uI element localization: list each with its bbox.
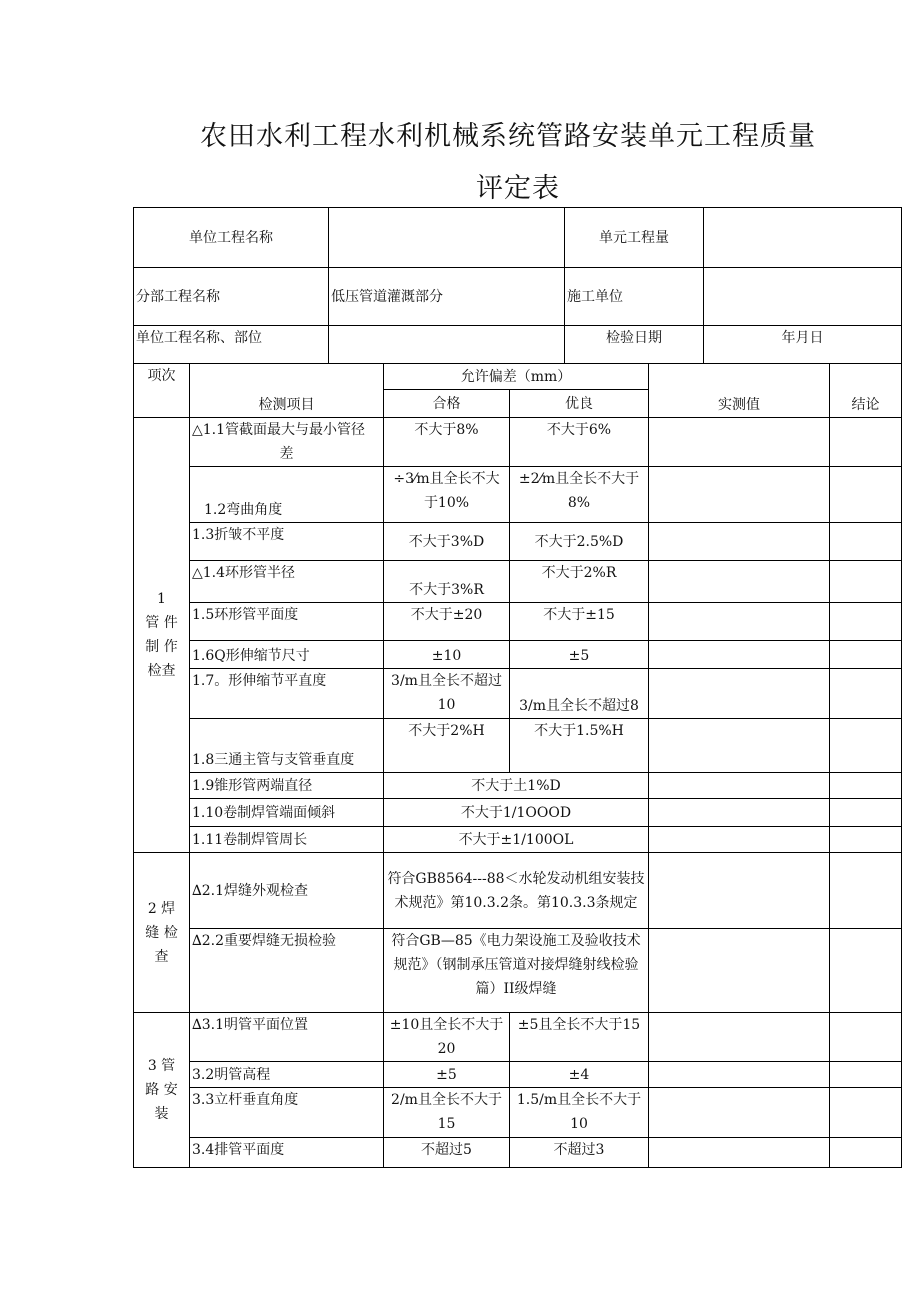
check-item-1-5: 1.5环形管平面度 bbox=[190, 603, 384, 641]
section-2-category: 2 焊 缝 检 查 bbox=[134, 853, 190, 1013]
qualified-3-1: ±10且全长不大于 20 bbox=[384, 1013, 510, 1062]
excellent-1-1: 不大于6% bbox=[510, 418, 649, 467]
measured-1-7[interactable] bbox=[649, 669, 830, 719]
requirement-1-11: 不大于±1/100OL bbox=[384, 827, 649, 853]
measured-1-2[interactable] bbox=[649, 467, 830, 523]
check-item-3-4: 3.4排管平面度 bbox=[190, 1138, 384, 1168]
check-item-1-7: 1.7。形伸缩节平直度 bbox=[190, 669, 384, 719]
qualified-1-6: ±10 bbox=[384, 641, 510, 669]
conclusion-2-2[interactable] bbox=[830, 929, 902, 1013]
measured-1-11[interactable] bbox=[649, 827, 830, 853]
col-allowed-deviation: 允许偏差（mm） bbox=[384, 364, 649, 390]
check-item-3-3: 3.3立杆垂直角度 bbox=[190, 1088, 384, 1138]
excellent-3-2: ±4 bbox=[510, 1062, 649, 1088]
unit-project-name-label: 单位工程名称 bbox=[134, 208, 329, 268]
conclusion-2-1[interactable] bbox=[830, 853, 902, 929]
excellent-1-6: ±5 bbox=[510, 641, 649, 669]
excellent-1-3: 不大于2.5%D bbox=[510, 523, 649, 561]
excellent-1-4: 不大于2%R bbox=[510, 561, 649, 603]
excellent-1-7: 3/m且全长不超过8 bbox=[510, 669, 649, 719]
check-item-1-8: 1.8三通主管与支管垂直度 bbox=[190, 719, 384, 773]
check-item-1-11: 1.11卷制焊管周长 bbox=[190, 827, 384, 853]
col-excellent: 优良 bbox=[510, 390, 649, 418]
conclusion-1-2[interactable] bbox=[830, 467, 902, 523]
measured-1-8[interactable] bbox=[649, 719, 830, 773]
conclusion-3-2[interactable] bbox=[830, 1062, 902, 1088]
qualified-1-2: ÷3⁄m且全长不大 于10% bbox=[384, 467, 510, 523]
check-item-1-6: 1.6Q形伸缩节尺寸 bbox=[190, 641, 384, 669]
qualified-1-5: 不大于±20 bbox=[384, 603, 510, 641]
measured-2-2[interactable] bbox=[649, 929, 830, 1013]
check-item-2-2: ∆2.2重要焊缝无损检验 bbox=[190, 929, 384, 1013]
measured-1-6[interactable] bbox=[649, 641, 830, 669]
check-item-1-10: 1.10卷制焊管端面倾斜 bbox=[190, 799, 384, 827]
requirement-1-10: 不大于1/1OOOD bbox=[384, 799, 649, 827]
excellent-3-1: ±5且全长不大于15 bbox=[510, 1013, 649, 1062]
excellent-3-4: 不超过3 bbox=[510, 1138, 649, 1168]
conclusion-1-5[interactable] bbox=[830, 603, 902, 641]
conclusion-3-1[interactable] bbox=[830, 1013, 902, 1062]
requirement-2-2: 符合GB—85《电力架设施工及验收技术规范》（钢制承压管道对接焊缝射线检验篇）II级焊缝 bbox=[384, 929, 649, 1013]
unit-quantity-label: 单元工程量 bbox=[565, 208, 704, 268]
requirement-2-1: 符合GB8564---88＜水轮发动机组安装技术规范》第10.3.2条。第10.3.3条规定 bbox=[384, 853, 649, 929]
excellent-1-2: ±2⁄m且全长不大于 8% bbox=[510, 467, 649, 523]
qualified-3-3: 2/m且全长不大于 15 bbox=[384, 1088, 510, 1138]
check-item-3-1: ∆3.1明管平面位置 bbox=[190, 1013, 384, 1062]
division-name-label: 分部工程名称 bbox=[134, 268, 329, 326]
check-item-3-2: 3.2明管高程 bbox=[190, 1062, 384, 1088]
conclusion-1-7[interactable] bbox=[830, 669, 902, 719]
construction-unit-label: 施工单位 bbox=[565, 268, 704, 326]
excellent-1-5: 不大于±15 bbox=[510, 603, 649, 641]
measured-3-3[interactable] bbox=[649, 1088, 830, 1138]
measured-3-4[interactable] bbox=[649, 1138, 830, 1168]
check-item-1-2: 1.2弯曲角度 bbox=[190, 467, 384, 523]
measured-2-1[interactable] bbox=[649, 853, 830, 929]
qualified-3-4: 不超过5 bbox=[384, 1138, 510, 1168]
col-item-no: 项次 bbox=[134, 364, 190, 418]
check-item-1-3: 1.3折皱不平度 bbox=[190, 523, 384, 561]
check-item-1-9: 1.9锥形管两端直径 bbox=[190, 773, 384, 799]
measured-3-2[interactable] bbox=[649, 1062, 830, 1088]
qualified-1-4: 不大于3%R bbox=[384, 561, 510, 603]
form-title-line2: 评定表 bbox=[476, 173, 560, 204]
requirement-1-9: 不大于土1%D bbox=[384, 773, 649, 799]
conclusion-1-11[interactable] bbox=[830, 827, 902, 853]
col-qualified: 合格 bbox=[384, 390, 510, 418]
qualified-3-2: ±5 bbox=[384, 1062, 510, 1088]
measured-1-4[interactable] bbox=[649, 561, 830, 603]
section-3-category: 3 管 路 安 装 bbox=[134, 1013, 190, 1168]
measured-1-9[interactable] bbox=[649, 773, 830, 799]
conclusion-1-1[interactable] bbox=[830, 418, 902, 467]
conclusion-1-4[interactable] bbox=[830, 561, 902, 603]
inspection-date-field[interactable]: 年月日 bbox=[704, 326, 902, 364]
conclusion-1-3[interactable] bbox=[830, 523, 902, 561]
measured-1-1[interactable] bbox=[649, 418, 830, 467]
qualified-1-8: 不大于2%H bbox=[384, 719, 510, 773]
conclusion-1-6[interactable] bbox=[830, 641, 902, 669]
unit-quantity-field[interactable] bbox=[704, 208, 902, 268]
conclusion-3-4[interactable] bbox=[830, 1138, 902, 1168]
check-item-2-1: ∆2.1焊缝外观检查 bbox=[190, 853, 384, 929]
measured-3-1[interactable] bbox=[649, 1013, 830, 1062]
conclusion-3-3[interactable] bbox=[830, 1088, 902, 1138]
construction-unit-field[interactable] bbox=[704, 268, 902, 326]
check-item-1-1: △1.1管截面最大与最小管径 差 bbox=[190, 418, 384, 467]
inspection-date-label: 检验日期 bbox=[565, 326, 704, 364]
col-check-item: 检测项目 bbox=[190, 364, 384, 418]
qualified-1-1: 不大于8% bbox=[384, 418, 510, 467]
col-conclusion: 结论 bbox=[830, 364, 902, 418]
unit-name-location-label: 单位工程名称、部位 bbox=[134, 326, 329, 364]
unit-name-location-field[interactable] bbox=[329, 326, 565, 364]
unit-project-name-field[interactable] bbox=[329, 208, 565, 268]
qualified-1-3: 不大于3%D bbox=[384, 523, 510, 561]
check-item-1-4: △1.4环形管半径 bbox=[190, 561, 384, 603]
col-measured: 实测值 bbox=[649, 364, 830, 418]
conclusion-1-10[interactable] bbox=[830, 799, 902, 827]
conclusion-1-9[interactable] bbox=[830, 773, 902, 799]
conclusion-1-8[interactable] bbox=[830, 719, 902, 773]
excellent-3-3: 1.5/m且全长不大于 10 bbox=[510, 1088, 649, 1138]
measured-1-10[interactable] bbox=[649, 799, 830, 827]
excellent-1-8: 不大于1.5%H bbox=[510, 719, 649, 773]
assessment-table bbox=[133, 363, 902, 1168]
measured-1-3[interactable] bbox=[649, 523, 830, 561]
section-1-category: 1 管 件 制 作 检查 bbox=[134, 418, 190, 853]
qualified-1-7: 3/m且全长不超过 10 bbox=[384, 669, 510, 719]
division-name-field[interactable]: 低压管道灌溉部分 bbox=[329, 268, 565, 326]
form-title-line1: 农田水利工程水利机械系统管路安装单元工程质量 bbox=[200, 121, 816, 152]
header-table bbox=[133, 207, 902, 364]
measured-1-5[interactable] bbox=[649, 603, 830, 641]
